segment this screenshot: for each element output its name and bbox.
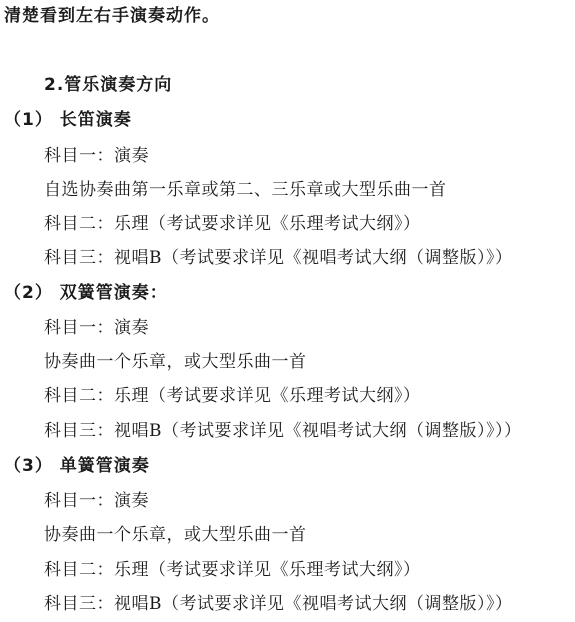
- group-2-item-3: 科目二：乐理（考试要求详见《乐理考试大纲》）: [44, 386, 421, 406]
- group-2-item-2: 协奏曲一个乐章，或大型乐曲一首: [44, 352, 307, 372]
- group-1-item-3: 科目二：乐理（考试要求详见《乐理考试大纲》）: [44, 214, 421, 234]
- group-3-item-3: 科目二：乐理（考试要求详见《乐理考试大纲》）: [44, 560, 421, 580]
- group-1-item-1: 科目一：演奏: [44, 146, 149, 166]
- group-1-item-2: 自选协奏曲第一乐章或第二、三乐章或大型乐曲一首: [44, 180, 447, 200]
- section-title: 2.管乐演奏方向: [44, 75, 173, 95]
- intro-line: 清楚看到左右手演奏动作。: [4, 6, 220, 26]
- group-3-item-2: 协奏曲一个乐章，或大型乐曲一首: [44, 525, 307, 545]
- group-2-item-1: 科目一：演奏: [44, 318, 149, 338]
- group-heading-oboe: （2） 双簧管演奏：: [4, 283, 168, 303]
- group-2-item-4: 科目三：视唱B（考试要求详见《视唱考试大纲（调整版）》））: [44, 421, 522, 441]
- group-heading-flute: （1） 长笛演奏: [4, 110, 132, 130]
- group-3-item-1: 科目一：演奏: [44, 491, 149, 511]
- group-3-item-4: 科目三：视唱B（考试要求详见《视唱考试大纲（调整版）》）: [44, 594, 513, 614]
- group-1-item-4: 科目三：视唱B（考试要求详见《视唱考试大纲（调整版）》）: [44, 248, 513, 268]
- group-heading-clarinet: （3） 单簧管演奏: [4, 456, 150, 476]
